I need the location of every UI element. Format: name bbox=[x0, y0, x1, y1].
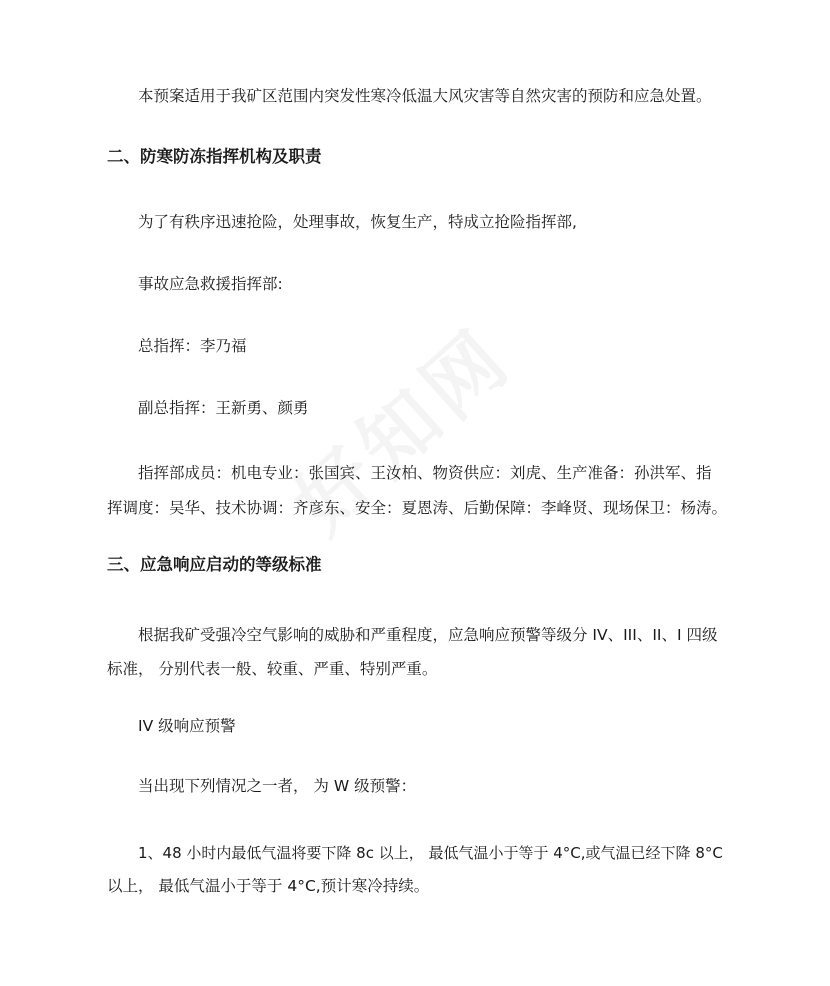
commander-paragraph: 总指挥：李乃福 bbox=[138, 337, 247, 355]
deputy-commander-paragraph: 副总指挥：王新勇、颜勇 bbox=[138, 399, 309, 417]
level-iv-condition-intro: 当出现下列情况之一者， 为 W 级预警： bbox=[138, 777, 417, 795]
section-heading-2: 二、防寒防冻指挥机构及职责 bbox=[107, 147, 322, 166]
warning-levels-paragraph-line-1: 根据我矿受强冷空气影响的威胁和严重程度，应急响应预警等级分 IV、III、II、I 四级 bbox=[138, 626, 718, 644]
command-title-paragraph: 事故应急救援指挥部: bbox=[138, 275, 283, 293]
level-iv-title: IV 级响应预警 bbox=[138, 717, 236, 735]
condition-1-line-1: 1、48 小时内最低气温将要下降 8c 以上， 最低气温小于等于 4°C,或气温已经下降 8°C bbox=[138, 844, 723, 862]
section-heading-3: 三、应急响应启动的等级标准 bbox=[107, 555, 322, 574]
warning-levels-paragraph-line-2: 标准， 分别代表一般、较重、严重、特别严重。 bbox=[107, 660, 438, 678]
purpose-paragraph: 为了有秩序迅速抢险，处理事故，恢复生产，特成立抢险指挥部, bbox=[138, 213, 577, 231]
members-paragraph-line-2: 挥调度：吴华、技术协调：齐彦东、安全：夏恩涛、后勤保障：李峰贤、现场保卫：杨涛。 bbox=[107, 499, 728, 517]
members-paragraph-line-1: 指挥部成员：机电专业：张国宾、王汝柏、物资供应：刘虎、生产准备：孙洪军、指 bbox=[138, 464, 712, 482]
condition-1-line-2: 以上， 最低气温小于等于 4°C,预计寒冷持续。 bbox=[107, 877, 430, 895]
scope-paragraph: 本预案适用于我矿区范围内突发性寒冷低温大风灾害等自然灾害的预防和应急处置。 bbox=[138, 87, 712, 105]
